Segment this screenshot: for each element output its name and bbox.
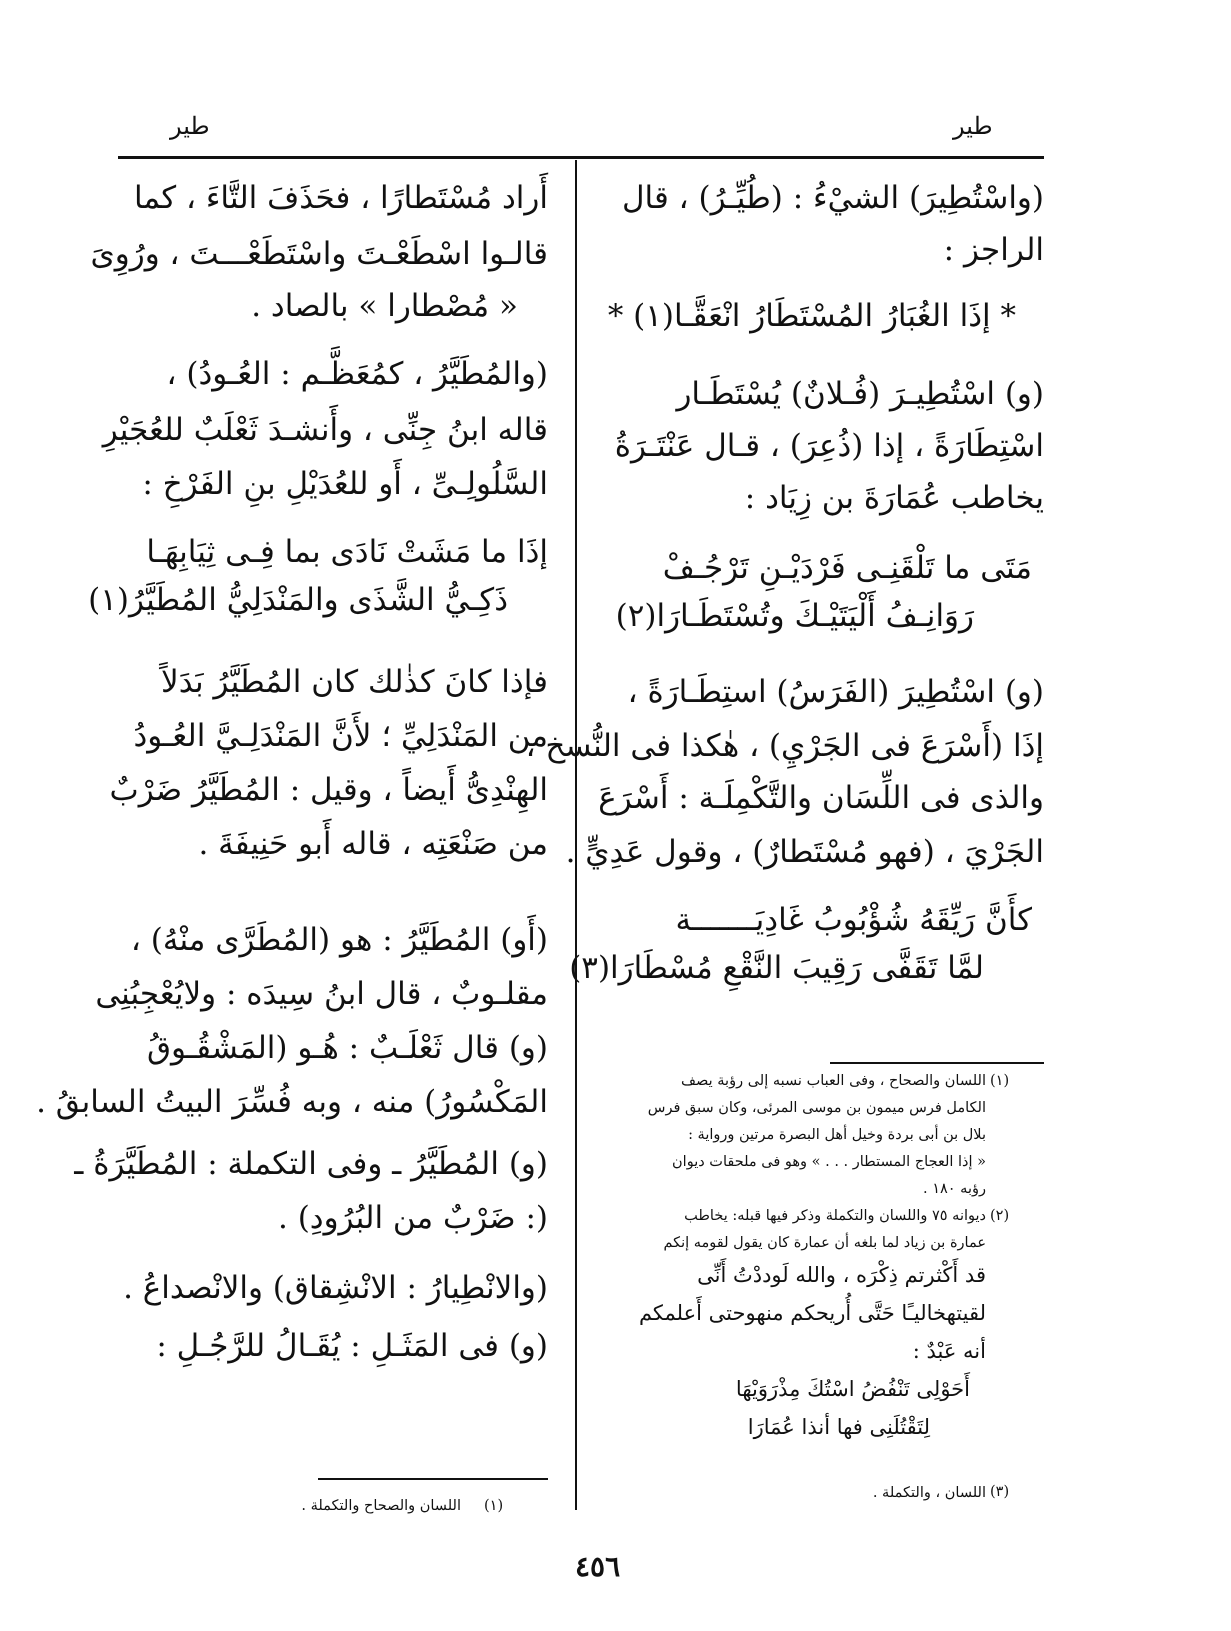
footnote-verse-block <box>639 1256 986 1446</box>
footnote-line: لقيتهخاليـًا حَتَّى أُريحكم منهوحتى أَعلمكم <box>638 1301 986 1325</box>
footnote-line: الكامل فرس ميمون بن موسى المرئى، وكان سبق فرس <box>647 1100 986 1116</box>
footnote-line: « إذا العجاج المستطار . . . » وهو فى ملحقات ديوان <box>672 1154 986 1170</box>
text-line: فإذا كانَ كذٰلك كان المُطَيَّرُ بَدَلاً <box>161 664 548 700</box>
verse-line: مَتَى ما تَلْقَنِـى فَرْدَيْـنِ تَرْجُـفْ <box>662 550 1032 586</box>
footnote-line: اللسان ، والتكملة . <box>872 1485 986 1501</box>
text-line: الراجز : <box>943 232 1044 268</box>
footnote-text <box>648 1068 986 1203</box>
footnote-text <box>663 1203 986 1257</box>
footnote-number: (٣) <box>990 1484 1010 1500</box>
footnote-line: بلال بن أبى بردة وخيل أهل البصرة مرتين ورواية : <box>688 1127 986 1143</box>
footnote-line: أَحَوْلِى تَنْفُضُ اسْتُكَ مِذْرَوَيْهَا <box>735 1377 970 1401</box>
footnote-number: (٢) <box>990 1208 1010 1224</box>
text-line: يخاطب عُمَارَةَ بن زِيَاد : <box>744 480 1044 516</box>
text-line: (أَو) المُطَيَّرُ : هو (المُطَرَّى منْهُ) ، <box>130 922 548 958</box>
text-line: السَّلُولِـىِّ ، أَو للعُدَيْلِ بنِ الفَرْخِ : <box>142 466 548 502</box>
text-line: إذَا (أَسْرَعَ فى الجَرْيِ) ، هٰكذا فى النُّسخ ، <box>525 728 1044 764</box>
text-line: من صَنْعَتِه ، قاله أَبو حَنِيفَةَ . <box>198 826 548 862</box>
header-rule <box>118 156 1044 159</box>
text-line: (: ضَرْبٌ من البُرُودِ) . <box>277 1200 548 1236</box>
text-line: (و) قال ثَعْلَـبٌ : هُـو (المَشْقُـوقُ <box>146 1030 548 1066</box>
text-line: (و) اسْتُطِيـرَ (فُـلانٌ) يُسْتَطَـار <box>676 376 1044 412</box>
footnote-line: قد أَكْثرتم ذِكْرَه ، والله لَوددْتُ أَنِّى <box>697 1263 986 1287</box>
text-line: (واسْتُطِيرَ) الشيْءُ : (طُيِّـرُ) ، قال <box>621 180 1044 216</box>
text-line: (و) فى المَثَـلِ : يُقَـالُ للرَّجُـلِ : <box>156 1328 548 1364</box>
text-line: اسْتِطَارَةً ، إذا (ذُعِرَ) ، قـال عَنْتَـرَةُ <box>614 428 1044 464</box>
text-line: من المَنْدَلِيِّ ؛ لأَنَّ المَنْدَلِـيَّ العُـودُ <box>133 718 548 754</box>
running-header-left: طير <box>170 112 210 140</box>
text-line: أَراد مُسْتَطارًا ، فحَذَفَ التَّاءَ ، كما <box>133 180 548 216</box>
text-line: (و) اسْتُطِيرَ (الفَرَسُ) استِطَـارَةً ، <box>627 674 1044 710</box>
text-line: الجَرْيَ ، (فهو مُسْتَطارٌ) ، وقول عَدِيٍّ . <box>565 834 1044 870</box>
page-number: ٤٥٦ <box>575 1550 621 1583</box>
footnote-rule <box>318 1478 548 1480</box>
footnote-text: اللسان والصحاح والتكملة . <box>301 1498 461 1514</box>
footnote-line: اللسان والصحاح ، وفى العباب نسبه إلى رؤبة يصف <box>681 1073 986 1089</box>
verse-line: رَوَانِـفُ أَلْيَتَيْـكَ وتُسْتَطَـارَا(٢) <box>615 598 974 634</box>
running-header-right: طير <box>953 112 993 140</box>
footnote-number: (١) <box>990 1073 1010 1089</box>
text-line: (والانْطِيارُ : الانْشِقاق) والانْصداعُ . <box>123 1270 548 1306</box>
footnote-line: رؤبه ١٨٠ . <box>922 1181 986 1197</box>
text-line: والذى فى اللِّسَان والتَّكْمِلَـة : أَسْرَعَ <box>598 780 1044 816</box>
footnote-line: عمارة بن زياد لما بلغه أن عمارة كان يقول لقومه إنكم <box>663 1235 986 1251</box>
footnote-text <box>873 1480 986 1507</box>
verse-line: كأَنَّ رَيِّقَهُ شُؤْبُوبُ غَادِيَـــــــة <box>675 902 1032 938</box>
text-line: قالـوا اسْطَعْـتَ واسْتَطَعْـــتَ ، ورُوِىَ <box>90 236 548 272</box>
footnote-line: أنه عَبْدٌ : <box>912 1339 986 1363</box>
verse-line: لمَّا تَقَفَّى رَقِيبَ النَّقْعِ مُسْطَارَا(٣) <box>569 950 984 986</box>
text-line: « مُصْطارا » بالصاد . <box>251 288 518 324</box>
text-line: (و) المُطَيَّرُ ـ وفى التكملة : المُطَيَّرَةُ ـ <box>74 1146 548 1182</box>
text-line: (والمُطَيَّرُ ، كمُعَظَّـم : العُـودُ) ، <box>166 356 548 392</box>
footnote-rule <box>830 1062 1044 1064</box>
footnote-line: لِتَقْتُلَنِى فها أنذا عُمَارَا <box>747 1415 930 1439</box>
verse-line: * إذَا الغُبَارُ المُسْتَطَارُ انْعَقَّـا(١) * <box>607 298 1016 334</box>
text-line: الهِنْدِىُّ أَيضاً ، وقيل : المُطَيَّرُ ضَرْبٌ <box>109 772 548 808</box>
verse-line: ذَكِـيُّ الشَّذَى والمَنْدَلِيُّ المُطَيَّرُ(١) <box>88 582 508 618</box>
text-line: المَكْسُورُ) منه ، وبه فُسِّرَ البيتُ السابقُ . <box>36 1084 548 1120</box>
footnote-line: ديوانه ٧٥ واللسان والتكملة وذكر فيها قبله: يخاطب <box>684 1208 986 1224</box>
verse-line: إذَا ما مَشَتْ نَادَى بما فِـى ثِيَابِهَـا <box>146 534 548 570</box>
text-line: مقلـوبٌ ، قال ابنُ سِيدَه : ولايُعْجِبُنِى <box>95 976 548 1012</box>
footnote-number: (١) <box>484 1498 504 1514</box>
text-line: قاله ابنُ جِنِّى ، وأَنشـدَ ثَعْلَبٌ للعُجَيْرِ <box>102 412 548 448</box>
